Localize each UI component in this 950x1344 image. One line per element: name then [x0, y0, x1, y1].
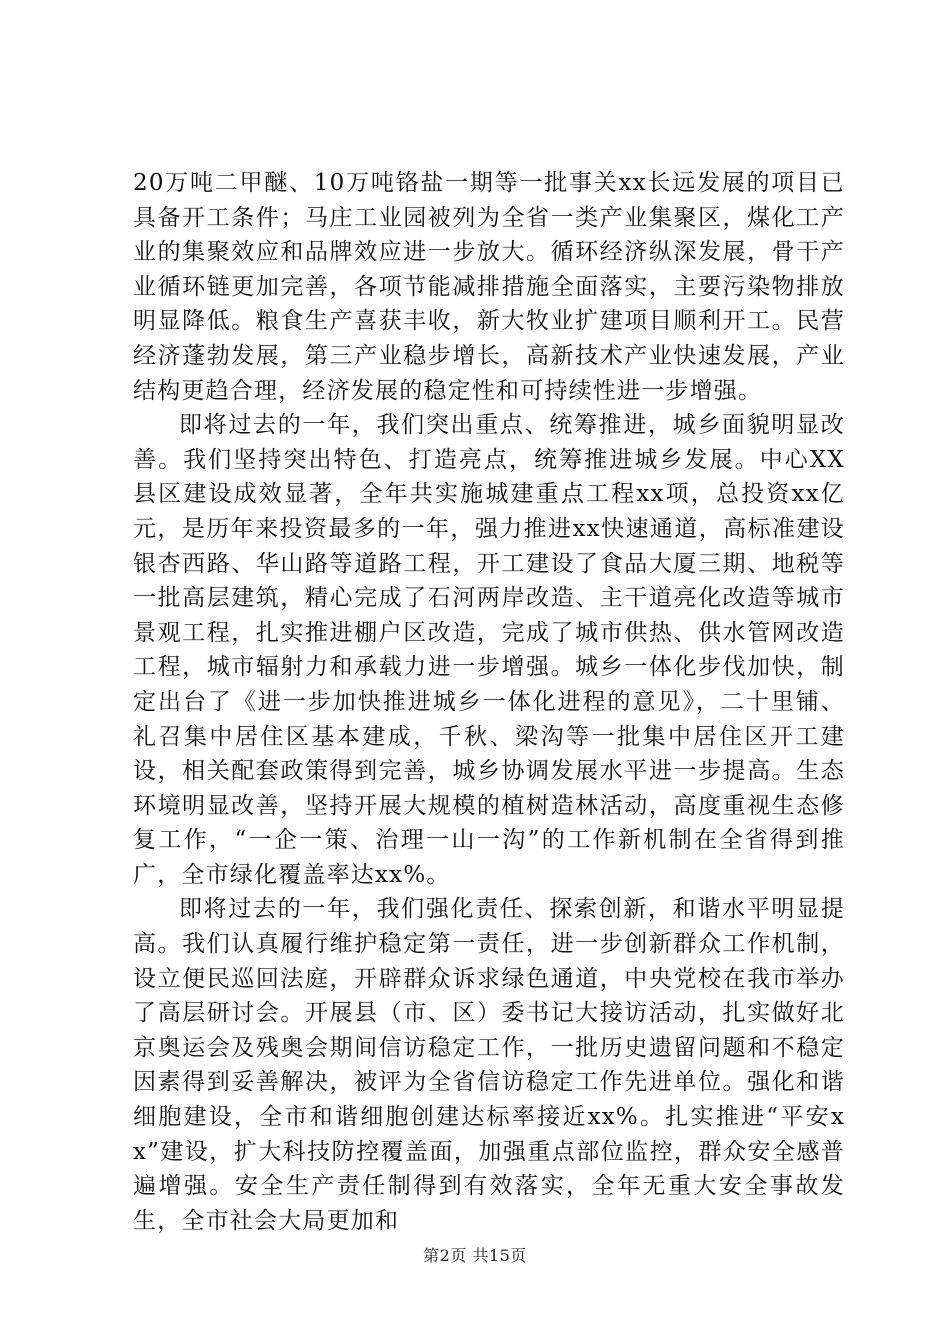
- document-body: [133, 166, 845, 1238]
- page-number-footer: 第2页 共15页: [423, 1246, 527, 1265]
- paragraph-3: 即将过去的一年，我们强化责任、探索创新，和谐水平明显提高。我们认真履行维护稳定第一责任，进一步创新群众工作机制，设立便民巡回法庭，开辟群众诉求绿色通道，中央党校在我市举办了高层研讨会。开展县（市、区）委书记大接访活动，扎实做好北京奥运会及残奥会期间信访稳定工作，一批历史遗留问题和不稳定因素得到妥善解决，被评为全省信访稳定工作先进单位。强化和谐细胞建设，全市和谐细胞创建达标率接近xx%。扎实推进“平安xx”建设，扩大科技防控覆盖面，加强重点部位监控，群众安全感普遍增强。安全生产责任制得到有效落实，全年无重大安全事故发生，全市社会大局更加和: [133, 896, 845, 1234]
- paragraph-2: 即将过去的一年，我们突出重点、统筹推进，城乡面貌明显改善。我们坚持突出特色、打造亮点，统筹推进城乡发展。中心XX县区建设成效显著，全年共实施城建重点工程xx项，总投资xx亿元，是历年来投资最多的一年，强力推进xx快速通道，高标准建设银杏西路、华山路等道路工程，开工建设了食品大厦三期、地税等一批高层建筑，精心完成了石河两岸改造、主干道亮化改造等城市景观工程，扎实推进棚户区改造，完成了城市供热、供水管网改造工程，城市辐射力和承载力进一步增强。城乡一体化步伐加快，制定出台了《进一步加快推进城乡一体化进程的意见》，二十里铺、礼召集中居住区基本建成，千秋、梁沟等一批集中居住区开工建设，相关配套政策得到完善，城乡协调发展水平进一步提高。生态环境明显改善，坚持开展大规模的植树造林活动，高度重视生态修复工作，“一企一策、治理一山一沟”的工作新机制在全省得到推广，全市绿化覆盖率达xx%。: [133, 412, 845, 888]
- paragraph-1: 20万吨二甲醚、10万吨铬盐一期等一批事关xx长远发展的项目已具备开工条件；马庄工业园被列为全省一类产业集聚区，煤化工产业的集聚效应和品牌效应进一步放大。循环经济纵深发展，骨干产业循环链更加完善，各项节能减排措施全面落实，主要污染物排放明显降低。粮食生产喜获丰收，新大牧业扩建项目顺利开工。民营经济蓬勃发展，第三产业稳步增长，高新技术产业快速发展，产业结构更趋合理，经济发展的稳定性和可持续性进一步增强。: [133, 170, 845, 404]
